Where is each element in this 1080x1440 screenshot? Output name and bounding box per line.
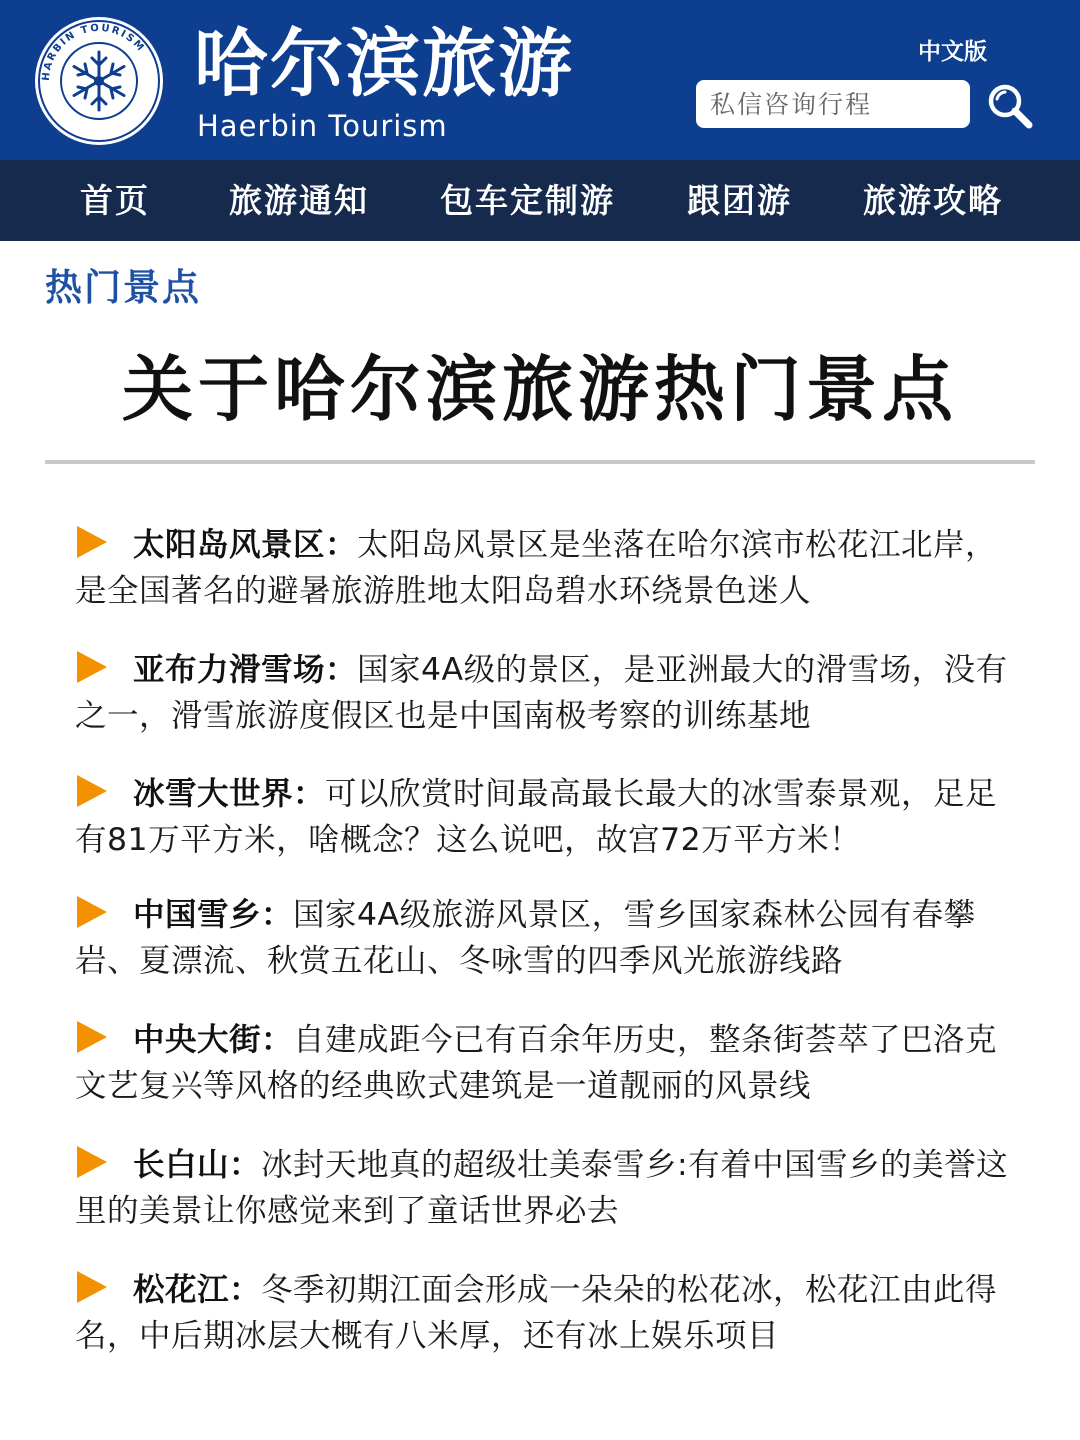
attraction-item	[75, 1142, 1015, 1234]
attraction-name: 亚布力滑雪场：	[133, 652, 358, 688]
attraction-item	[75, 647, 1015, 739]
search-input[interactable]	[696, 80, 970, 128]
attraction-description: 太阳岛风景区是坐落在哈尔滨市松花江北岸，是全国著名的避暑旅游胜地太阳岛碧水环绕景色迷人	[75, 527, 998, 609]
bullet-triangle-icon	[77, 775, 107, 807]
attraction-name: 长白山：	[133, 1147, 262, 1183]
site-subtitle: Haerbin Tourism	[197, 109, 448, 143]
main-nav	[0, 160, 1080, 241]
attraction-description: 冬季初期江面会形成一朵朵的松花冰，松花江由此得名，中后期冰层大概有八米厚，还有冰上娱乐项目	[75, 1272, 998, 1354]
attraction-description: 国家4A级旅游风景区，雪乡国家森林公园有春攀岩、夏漂流、秋赏五花山、冬咏雪的四季风光旅游线路	[75, 897, 976, 979]
nav-item-group-tour[interactable]: 跟团游	[687, 181, 792, 220]
attraction-name: 中央大街：	[133, 1022, 294, 1058]
attraction-item	[75, 892, 1015, 984]
bullet-triangle-icon	[77, 1271, 107, 1303]
divider	[45, 460, 1035, 464]
attraction-description: 可以欣赏时间最高最长最大的冰雪泰景观，足足有81万平方米，啥概念？这么说吧，故宫72万平方米！	[75, 776, 998, 858]
search-icon[interactable]	[984, 80, 1036, 132]
attraction-item	[75, 1017, 1015, 1109]
bullet-triangle-icon	[77, 1021, 107, 1053]
attraction-name: 中国雪乡：	[133, 897, 294, 933]
attraction-item	[75, 771, 1015, 863]
language-switch[interactable]: 中文版	[918, 39, 987, 65]
attraction-name: 松花江：	[133, 1272, 262, 1308]
attraction-name: 冰雪大世界：	[133, 776, 326, 812]
nav-item-travel-notice[interactable]: 旅游通知	[229, 181, 369, 220]
attraction-name: 太阳岛风景区：	[133, 527, 358, 563]
attraction-description: 自建成距今已有百余年历史，整条街荟萃了巴洛克文艺复兴等风格的经典欧式建筑是一道靓丽的风景线	[75, 1022, 998, 1104]
bullet-triangle-icon	[77, 896, 107, 928]
snowflake-seal-icon[interactable]	[32, 14, 166, 148]
site-header	[0, 0, 1080, 160]
section-label: 热门景点	[45, 266, 201, 309]
nav-item-charter-tour[interactable]: 包车定制游	[440, 181, 615, 220]
attraction-description: 冰封天地真的超级壮美泰雪乡:有着中国雪乡的美誉这里的美景让你感觉来到了童话世界必去	[75, 1147, 1009, 1229]
attraction-item	[75, 522, 1015, 614]
attraction-item	[75, 1267, 1015, 1359]
attraction-description: 国家4A级的景区，是亚洲最大的滑雪场，没有之一，滑雪旅游度假区也是中国南极考察的训练基地	[75, 652, 1008, 734]
logo-ring-text: HARBIN TOURISM	[40, 22, 147, 82]
nav-item-home[interactable]: 首页	[80, 181, 150, 220]
site-title: 哈尔滨旅游	[194, 21, 574, 107]
page-title: 关于哈尔滨旅游热门景点	[121, 348, 958, 431]
nav-item-travel-guide[interactable]: 旅游攻略	[863, 181, 1003, 220]
bullet-triangle-icon	[77, 526, 107, 558]
bullet-triangle-icon	[77, 1146, 107, 1178]
bullet-triangle-icon	[77, 651, 107, 683]
